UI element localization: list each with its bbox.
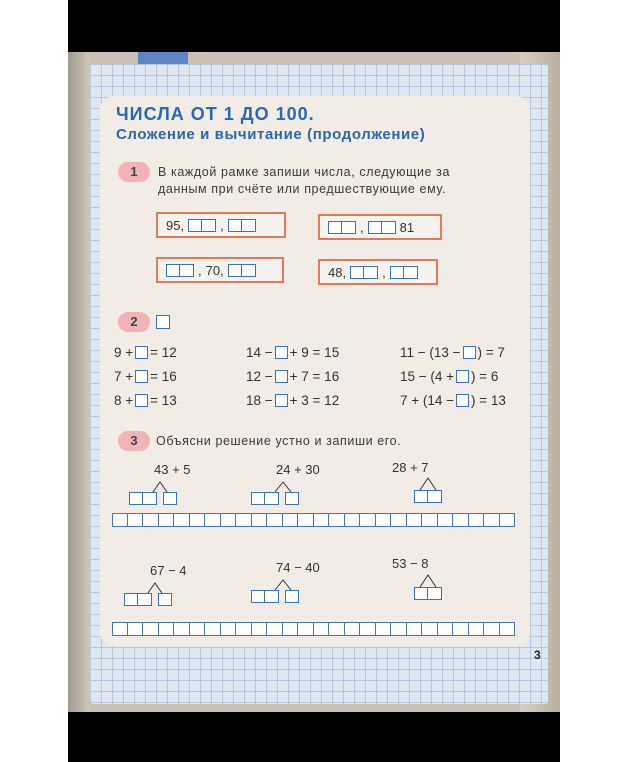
answer-cell[interactable] [205, 622, 221, 636]
comma: , [220, 217, 224, 233]
answer-box[interactable] [228, 219, 256, 232]
answer-cell[interactable] [407, 513, 423, 527]
expression: 28 + 7 [392, 460, 429, 475]
answer-cell[interactable] [159, 513, 175, 527]
answer-cell[interactable] [298, 513, 314, 527]
answer-cell[interactable] [500, 622, 516, 636]
equation: 15 − (4 + ) = 6 [400, 369, 499, 384]
page-number: 3 [534, 648, 541, 662]
answer-cell[interactable] [190, 513, 206, 527]
answer-box[interactable] [228, 264, 256, 277]
answer-cell[interactable] [298, 622, 314, 636]
task1-text-line1: В каждой рамке запиши числа, следующие за [158, 165, 451, 179]
frame-value: 70, [205, 262, 224, 278]
task-number-badge: 3 [118, 431, 150, 451]
answer-cell[interactable] [314, 513, 330, 527]
comma: , [360, 219, 364, 235]
book-spine-shadow [68, 52, 90, 712]
answer-cell[interactable] [267, 513, 283, 527]
answer-cell[interactable] [391, 513, 407, 527]
answer-cell[interactable] [112, 513, 128, 527]
frame-value: 81 [399, 219, 415, 235]
answer-cell[interactable] [484, 622, 500, 636]
answer-box[interactable] [166, 264, 194, 277]
answer-cell[interactable] [376, 622, 392, 636]
answer-strip[interactable] [112, 622, 515, 636]
equation: 12 − + 7 = 16 [246, 369, 340, 384]
number-decomposition [414, 569, 474, 605]
answer-cell[interactable] [360, 513, 376, 527]
expression: 53 − 8 [392, 556, 429, 571]
answer-cell[interactable] [174, 513, 190, 527]
equation: 11 − (13 − ) = 7 [400, 345, 505, 360]
equation: 14 − + 9 = 15 [246, 345, 340, 360]
answer-cell[interactable] [376, 513, 392, 527]
answer-cell[interactable] [221, 513, 237, 527]
number-frame-2 [318, 214, 442, 240]
task-number-badge: 2 [118, 312, 150, 332]
task1-text-line2: данным при счёте или предшествующие ему. [158, 182, 447, 196]
number-decomposition [251, 572, 311, 608]
page-title: ЧИСЛА ОТ 1 ДО 100. [116, 104, 315, 124]
answer-box[interactable] [158, 593, 172, 606]
expression: 74 − 40 [276, 560, 320, 575]
answer-cell[interactable] [329, 513, 345, 527]
task-number-badge: 1 [118, 162, 150, 182]
answer-cell[interactable] [453, 513, 469, 527]
answer-box[interactable] [456, 370, 469, 383]
answer-cell[interactable] [174, 622, 190, 636]
answer-cell[interactable] [391, 622, 407, 636]
bottom-letterbox [68, 712, 560, 762]
answer-cell[interactable] [484, 513, 500, 527]
answer-cell[interactable] [345, 513, 361, 527]
comma: , [382, 264, 386, 280]
answer-cell[interactable] [205, 513, 221, 527]
equation: 7 + = 16 [114, 369, 177, 384]
number-frame-4 [318, 259, 438, 285]
answer-cell[interactable] [221, 622, 237, 636]
answer-cell[interactable] [453, 622, 469, 636]
task-icon-square [156, 315, 170, 329]
answer-box[interactable] [390, 266, 418, 279]
expression: 24 + 30 [276, 462, 320, 477]
answer-cell[interactable] [190, 622, 206, 636]
answer-cell[interactable] [469, 622, 485, 636]
equation: 8 + = 13 [114, 393, 177, 408]
answer-box[interactable] [368, 221, 396, 234]
answer-cell[interactable] [236, 622, 252, 636]
answer-box[interactable] [328, 221, 356, 234]
answer-cell[interactable] [112, 622, 128, 636]
answer-strip[interactable] [112, 513, 515, 527]
answer-cell[interactable] [283, 622, 299, 636]
answer-cell[interactable] [252, 622, 268, 636]
answer-box[interactable] [350, 266, 378, 279]
answer-cell[interactable] [128, 513, 144, 527]
answer-cell[interactable] [422, 622, 438, 636]
answer-cell[interactable] [469, 513, 485, 527]
task3-text: Объясни решение устно и запиши его. [156, 434, 402, 448]
answer-box[interactable] [285, 590, 299, 603]
answer-cell[interactable] [143, 622, 159, 636]
answer-box[interactable] [135, 346, 148, 359]
number-decomposition [414, 472, 474, 508]
answer-cell[interactable] [407, 622, 423, 636]
answer-cell[interactable] [422, 513, 438, 527]
answer-cell[interactable] [438, 513, 454, 527]
answer-cell[interactable] [267, 622, 283, 636]
number-decomposition [124, 575, 184, 611]
page-subtitle: Сложение и вычитание (продолжение) [116, 126, 426, 143]
number-frame-1 [156, 212, 286, 238]
answer-box[interactable] [275, 394, 288, 407]
equation: 18 − + 3 = 12 [246, 393, 340, 408]
answer-box[interactable] [285, 492, 299, 505]
answer-box[interactable] [463, 346, 476, 359]
answer-cell[interactable] [236, 513, 252, 527]
answer-box[interactable] [275, 346, 288, 359]
number-frame-3 [156, 257, 284, 283]
frame-value: 95, [166, 217, 185, 233]
answer-cell[interactable] [360, 622, 376, 636]
equation: 7 + (14 − ) = 13 [400, 393, 506, 408]
answer-cell[interactable] [283, 513, 299, 527]
answer-cell[interactable] [329, 622, 345, 636]
frame-value: 48, [328, 264, 347, 280]
expression: 43 + 5 [154, 462, 191, 477]
answer-box[interactable] [275, 370, 288, 383]
answer-cell[interactable] [438, 622, 454, 636]
answer-cell[interactable] [500, 513, 516, 527]
answer-cell[interactable] [128, 622, 144, 636]
answer-box[interactable] [135, 370, 148, 383]
answer-box[interactable] [135, 394, 148, 407]
answer-box[interactable] [188, 219, 216, 232]
answer-box[interactable] [456, 394, 469, 407]
answer-cell[interactable] [143, 513, 159, 527]
answer-cell[interactable] [345, 622, 361, 636]
equation: 9 + = 12 [114, 345, 177, 360]
expression: 67 − 4 [150, 563, 187, 578]
number-decomposition [251, 474, 311, 510]
answer-cell[interactable] [252, 513, 268, 527]
answer-cell[interactable] [159, 622, 175, 636]
top-letterbox [68, 0, 560, 52]
comma: , [198, 262, 202, 278]
answer-box[interactable] [163, 492, 177, 505]
answer-cell[interactable] [314, 622, 330, 636]
number-decomposition [129, 474, 189, 510]
